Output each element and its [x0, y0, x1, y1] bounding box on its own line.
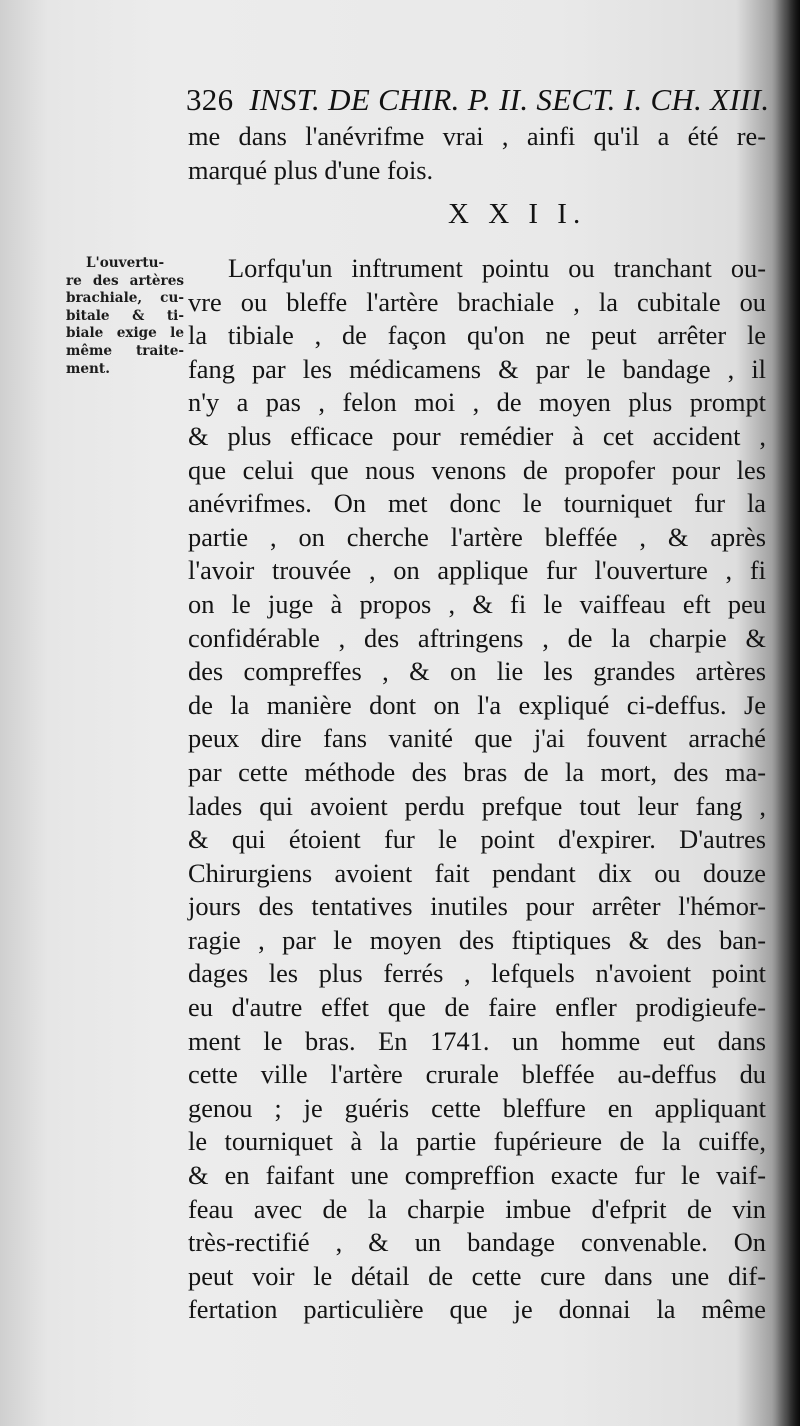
- text-line: Chirurgiens avoient fait pendant dix ou douze: [188, 857, 766, 888]
- text-line: de la manière dont on l'a expliqué ci-deffus. Je: [188, 689, 766, 720]
- text-line: très-rectifié , & un bandage convenable. On: [188, 1227, 766, 1258]
- text-line: ragie , par le moyen des ftiptiques & des ban-: [188, 924, 766, 955]
- margin-note-line: ment.: [66, 360, 110, 377]
- text-line: des compreffes , & on lie les grandes artères: [188, 656, 766, 687]
- continuation-text: [188, 120, 766, 187]
- margin-note-line: L'ouvertu-: [86, 255, 165, 271]
- text-line: eu d'autre effet que de faire enfler prodigieufe-: [188, 992, 766, 1023]
- main-paragraph: [188, 252, 766, 1327]
- running-head: [186, 82, 769, 118]
- text-line: on le juge à propos , & fi le vaiffeau eft peu: [188, 588, 766, 619]
- margin-note-line: re des artères: [66, 272, 184, 289]
- running-title: INST. DE CHIR. P. II. SECT. I. CH. XIII.: [249, 82, 770, 117]
- text-line: & qui étoient fur le point d'expirer. D'autres: [188, 824, 766, 855]
- text-line: confidérable , des aftringens , de la charpie &: [188, 622, 766, 653]
- text-line: peut voir le détail de cette cure dans une dif-: [188, 1260, 766, 1291]
- text-line: partie , on cherche l'artère bleffée , & après: [188, 521, 766, 552]
- text-line: lades qui avoient perdu prefque tout leur fang ,: [188, 790, 766, 821]
- text-line: n'y a pas , felon moi , de moyen plus prompt: [188, 387, 766, 418]
- page-number: 326: [186, 82, 234, 117]
- text-line: & plus efficace pour remédier à cet accident ,: [188, 420, 766, 451]
- text-line: fertation particulière que je donnai la même: [188, 1294, 766, 1325]
- text-line: la tibiale , de façon qu'on ne peut arrêter le: [188, 320, 766, 351]
- text-line: dages les plus ferrés , lefquels n'avoient point: [188, 958, 766, 989]
- text-line: marqué plus d'une fois.: [188, 154, 434, 185]
- text-line: ment le bras. En 1741. un homme eut dans: [188, 1025, 766, 1056]
- text-line: cette ville l'artère crurale bleffée au-deffus du: [188, 1059, 766, 1090]
- page-spine-shadow: [772, 0, 800, 1426]
- text-line: anévrifmes. On met donc le tourniquet fur la: [188, 488, 766, 519]
- text-line: le tourniquet à la partie fupérieure de la cuiffe,: [188, 1126, 766, 1157]
- text-line: Lorfqu'un inftrument pointu ou tranchant ou-: [228, 253, 766, 283]
- margin-note: [66, 255, 184, 378]
- text-line: me dans l'anévrifme vrai , ainfi qu'il a été re-: [188, 121, 766, 151]
- text-line: peux dire fans vanité que j'ai fouvent arraché: [188, 723, 766, 754]
- margin-note-line: brachiale, cu-: [66, 290, 184, 307]
- text-line: genou ; je guéris cette bleffure en appliquant: [188, 1092, 766, 1123]
- text-line: l'avoir trouvée , on applique fur l'ouverture , fi: [188, 555, 766, 586]
- text-line: vre ou bleffe l'artère brachiale , la cubitale ou: [188, 286, 766, 317]
- margin-note-line: bitale & ti-: [66, 307, 184, 324]
- margin-note-line: même traite-: [66, 342, 184, 359]
- text-line: fang par les médicamens & par le bandage , il: [188, 353, 766, 384]
- text-line: que celui que nous venons de propofer pour les: [188, 454, 766, 485]
- text-line: jours des tentatives inutiles pour arrêter l'hémor-: [188, 891, 766, 922]
- text-line: feau avec de la charpie imbue d'efprit de vin: [188, 1193, 766, 1224]
- section-number: X X I I.: [448, 198, 587, 230]
- margin-note-line: biale exige le: [66, 325, 184, 342]
- text-line: & en faifant une compreffion exacte fur le vaif-: [188, 1160, 766, 1191]
- text-line: par cette méthode des bras de la mort, des ma-: [188, 756, 766, 787]
